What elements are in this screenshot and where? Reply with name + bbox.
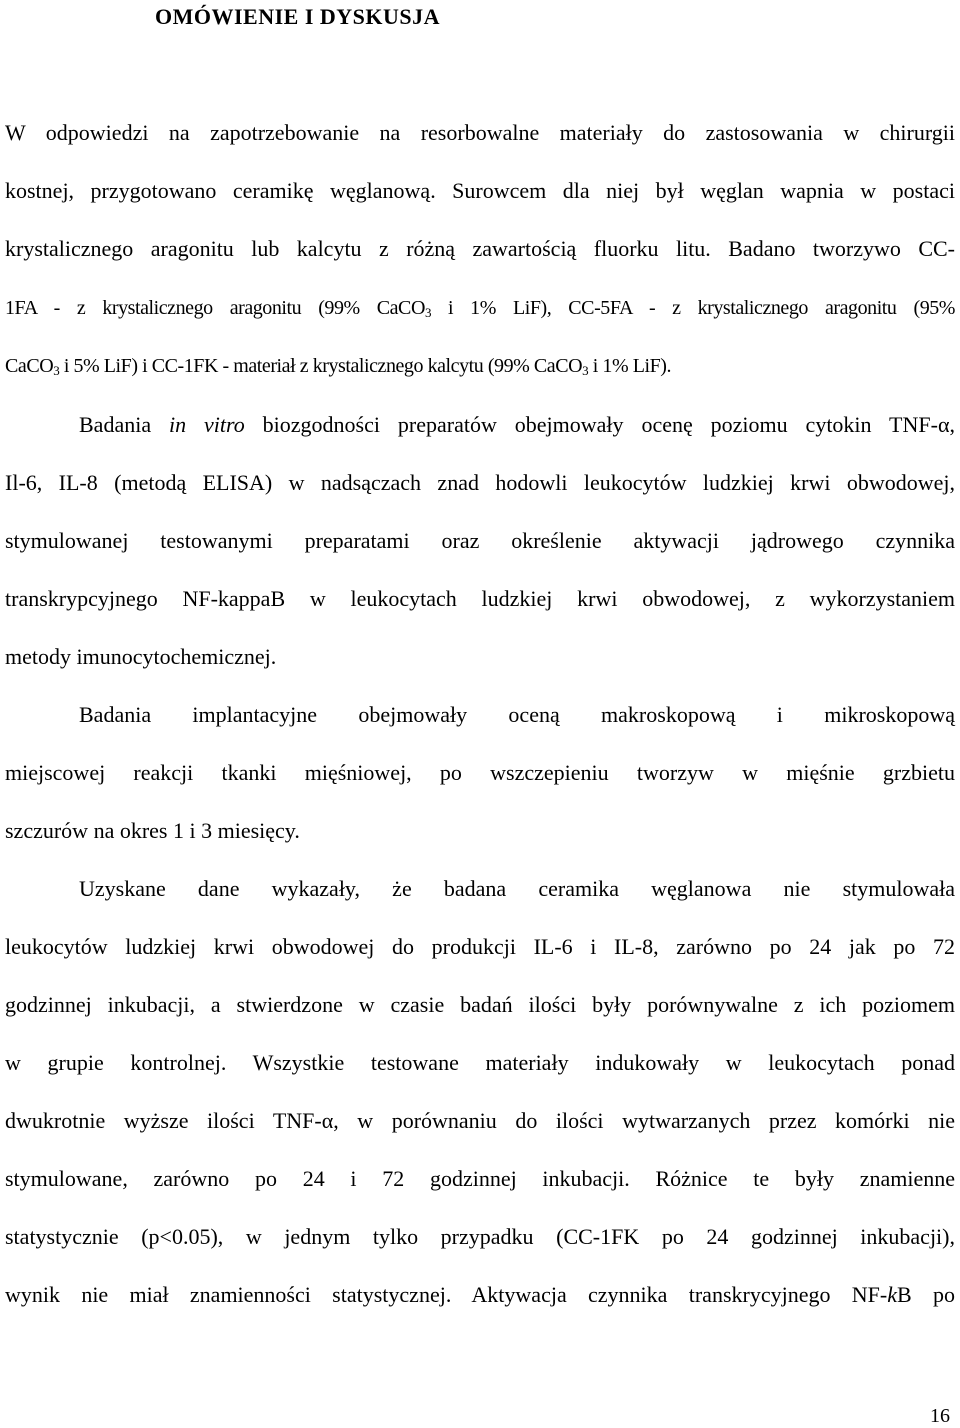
text-line: Uzyskane dane wykazały, że badana ceramika węglanowa nie stymulowała — [79, 876, 955, 901]
text-line: stymulowane, zarówno po 24 i 72 godzinnej inkubacji. Różnice te były znamienne — [5, 1166, 955, 1191]
italic-text: k — [887, 1282, 897, 1307]
text-fragment: B po — [897, 1282, 955, 1307]
text-line: stymulowanej testowanymi preparatami oraz określenie aktywacji jądrowego czynnika — [5, 528, 955, 553]
text-line: miejscowej reakcji tkanki mięśniowej, po wszczepieniu tworzyw w mięśnie grzbietu — [5, 760, 955, 785]
text-line: krystalicznego aragonitu lub kalcytu z różną zawartością fluorku litu. Badano tworzywo CC- — [5, 236, 955, 261]
text-line: w grupie kontrolnej. Wszystkie testowane materiały indukowały w leukocytach ponad — [5, 1050, 955, 1075]
italic-text: in vitro — [169, 412, 245, 437]
text-line: dwukrotnie wyższe ilości TNF-α, w porównaniu do ilości wytwarzanych przez komórki nie — [5, 1108, 955, 1133]
text-fragment: CaCO — [5, 355, 54, 377]
text-line: Badania implantacyjne obejmowały oceną makroskopową i mikroskopową — [79, 702, 955, 727]
text-line: transkrypcyjnego NF-kappaB w leukocytach ludzkiej krwi obwodowej, z wykorzystaniem — [5, 586, 955, 611]
text-line — [79, 411, 955, 439]
text-fragment: biozgodności preparatów obejmowały ocenę poziomu cytokin TNF-α, — [244, 412, 955, 437]
text-line — [5, 352, 955, 380]
text-fragment: i 1% LiF), CC-5FA - z krystalicznego aragonitu (95% — [431, 297, 955, 319]
text-fragment: i 1% LiF). — [588, 355, 672, 377]
text-fragment: 1FA - z krystalicznego aragonitu (99% CaCO — [5, 297, 425, 319]
text-fragment: Badania — [79, 412, 169, 437]
subscript: 3 — [53, 363, 60, 378]
section-heading: OMÓWIENIE I DYSKUSJA — [155, 4, 441, 29]
subscript: 3 — [424, 305, 432, 320]
text-fragment: i 5% LiF) i CC-1FK - materiał z krystalicznego kalcytu (99% CaCO — [59, 355, 583, 377]
text-line: godzinnej inkubacji, a stwierdzone w czasie badań ilości były porównywalne z ich poziomem — [5, 992, 955, 1017]
page-number: 16 — [930, 1405, 950, 1427]
text-line — [5, 1281, 955, 1309]
text-line: metody imunocytochemicznej. — [5, 644, 277, 669]
text-line: szczurów na okres 1 i 3 miesięcy. — [5, 818, 300, 843]
text-line: leukocytów ludzkiej krwi obwodowej do produkcji IL-6 i IL-8, zarówno po 24 jak po 72 — [5, 934, 955, 959]
subscript: 3 — [582, 363, 589, 378]
text-fragment: wynik nie miał znamienności statystycznej. Aktywacja czynnika transkrycyjnego NF- — [5, 1282, 888, 1307]
text-line — [5, 294, 955, 322]
text-line: Il-6, IL-8 (metodą ELISA) w nadsączach znad hodowli leukocytów ludzkiej krwi obwodowej, — [5, 470, 955, 495]
text-line: W odpowiedzi na zapotrzebowanie na resorbowalne materiały do zastosowania w chirurgii — [5, 120, 955, 145]
text-line: statystycznie (p<0.05), w jednym tylko przypadku (CC-1FK po 24 godzinnej inkubacji), — [5, 1224, 955, 1249]
text-line: kostnej, przygotowano ceramikę węglanową. Surowcem dla niej był węglan wapnia w postaci — [5, 178, 955, 203]
